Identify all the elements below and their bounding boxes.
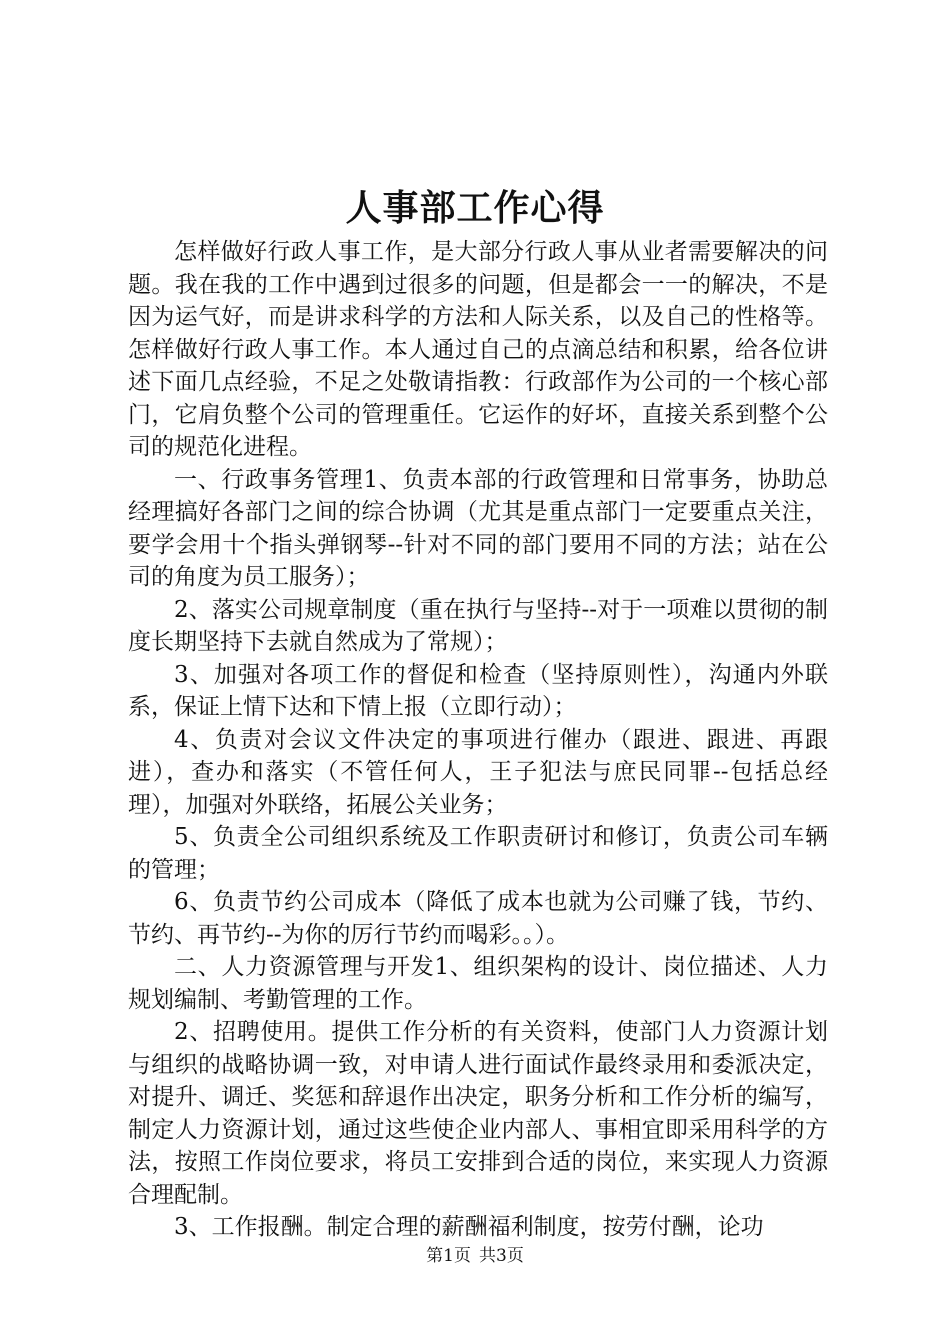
paragraph-intro: 怎样做好行政人事工作，是大部分行政人事从业者需要解决的问题。我在我的工作中遇到过很多的问题，但是都会一一的解决，不是因为运气好，而是讲求科学的方法和人际关系，以及自己的性格等。怎样做好行政人事工作。本人通过自己的点滴总结和积累，给各位讲述下面几点经验，不足之处敬请指教：行政部作为公司的一个核心部门，它肩负整个公司的管理重任。它运作的好坏，直接关系到整个公司的规范化进程。 xyxy=(128,239,828,460)
paragraph-admin-4: 4、负责对会议文件决定的事项进行催办（跟进、跟进、再跟进），查办和落实（不管任何人，王子犯法与庶民同罪--包括总经理），加强对外联络，拓展公关业务； xyxy=(128,726,828,818)
paragraph-admin-3: 3、加强对各项工作的督促和检查（坚持原则性），沟通内外联系，保证上情下达和下情上报（立即行动）； xyxy=(128,661,828,720)
paragraph-admin-2: 2、落实公司规章制度（重在执行与坚持--对于一项难以贯彻的制度长期坚持下去就自然成为了常规）； xyxy=(128,596,828,655)
page-number-total: 共3页 xyxy=(479,1246,524,1266)
paragraph-admin-5: 5、负责全公司组织系统及工作职责研讨和修订，负责公司车辆的管理； xyxy=(128,824,828,883)
document-title: 人事部工作心得 xyxy=(345,187,605,229)
paragraph-hr-1: 二、人力资源管理与开发1、组织架构的设计、岗位描述、人力规划编制、考勤管理的工作。 xyxy=(128,954,828,1013)
paragraph-hr-2: 2、招聘使用。提供工作分析的有关资料，使部门人力资源计划与组织的战略协调一致，对申请人进行面试作最终录用和委派决定，对提升、调迁、奖惩和辞退作出决定，职务分析和工作分析的编写，制定人力资源计划，通过这些使企业内部人、事相宜即采用科学的方法，按照工作岗位要求，将员工安排到合适的岗位，来实现人力资源合理配制。 xyxy=(128,1019,828,1208)
paragraph-hr-3: 3、工作报酬。制定合理的薪酬福利制度，按劳付酬，论功 xyxy=(174,1214,764,1240)
document-body xyxy=(128,236,828,1244)
page-number-current: 第1页 xyxy=(426,1246,471,1266)
page-footer xyxy=(0,1244,950,1268)
paragraph-admin-1: 一、行政事务管理1、负责本部的行政管理和日常事务，协助总经理搞好各部门之间的综合协调（尤其是重点部门一定要重点关注，要学会用十个指头弹钢琴--针对不同的部门要用不同的方法；站在公司的角度为员工服务）； xyxy=(128,466,828,590)
paragraph-admin-6: 6、负责节约公司成本（降低了成本也就为公司赚了钱，节约、节约、再节约--为你的厉行节约而喝彩。。）。 xyxy=(128,889,828,948)
